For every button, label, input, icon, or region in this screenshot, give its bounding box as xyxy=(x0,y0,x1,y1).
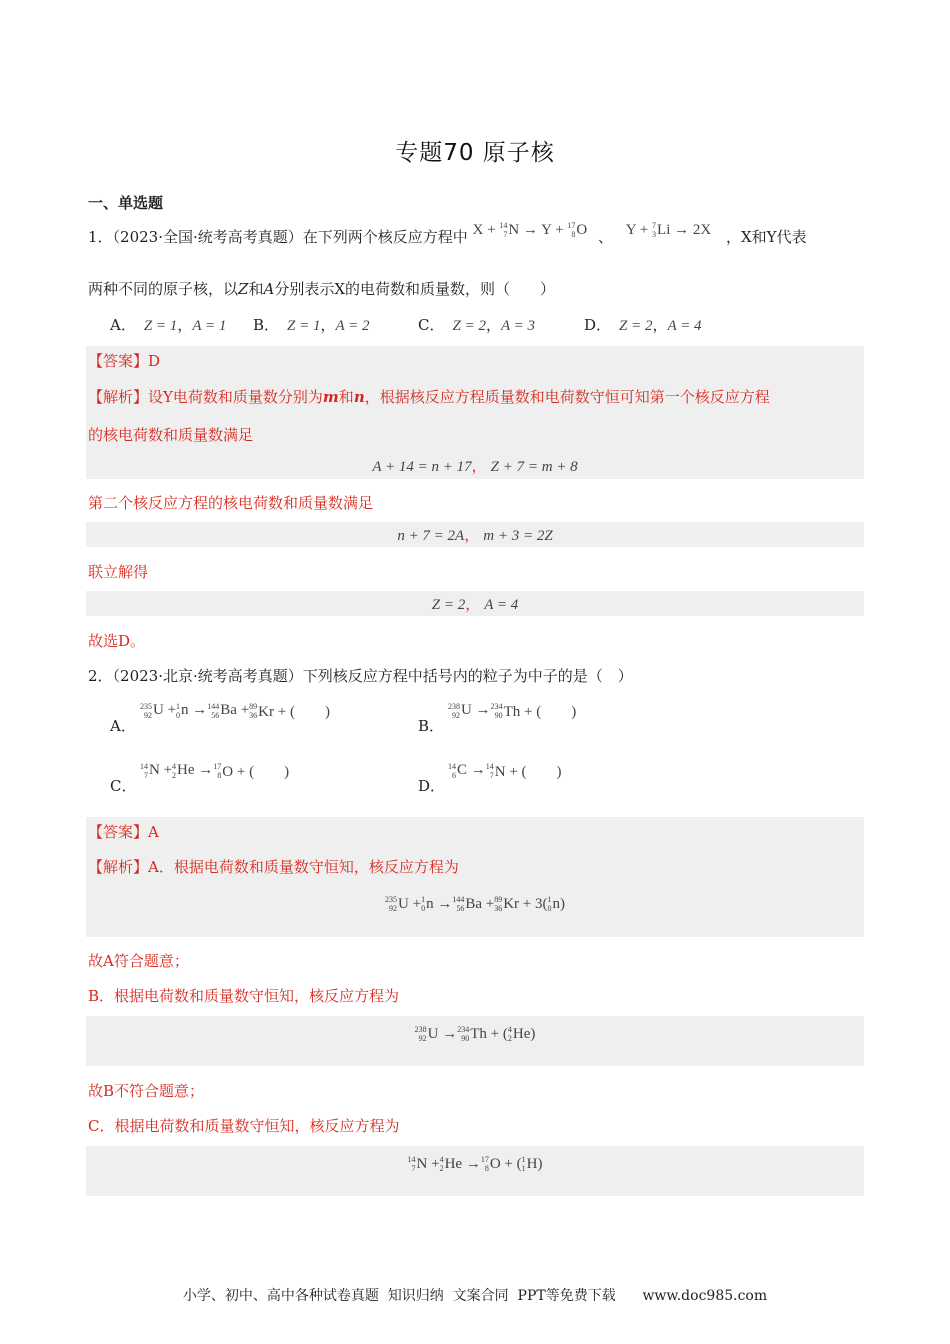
mass-number: 17 xyxy=(567,221,576,230)
text: 两种不同的原子核，以 xyxy=(88,280,239,298)
eq-text: U → xyxy=(461,702,491,718)
option-value: Z = 2 xyxy=(619,318,653,334)
mass-number: 238 xyxy=(414,1025,427,1034)
nuclide-scripts xyxy=(486,762,494,780)
q2-equation-b xyxy=(86,1018,864,1043)
nuclide-scripts xyxy=(448,702,460,720)
option-value: A = 2 xyxy=(335,318,370,334)
text: A．根据电荷数和质量数守恒知，核反应方程为 xyxy=(148,858,459,876)
eq-text: U + xyxy=(153,702,177,718)
analysis-tag: 【解析】 xyxy=(88,388,149,406)
option-label: C． xyxy=(110,777,137,795)
eq-text: Th + ( ) xyxy=(503,704,577,720)
q2-analysis-a xyxy=(88,856,459,878)
eq-text: n → xyxy=(181,702,208,718)
eq-text: n → xyxy=(426,895,453,912)
equation xyxy=(408,1155,543,1173)
eq-text: O + ( xyxy=(489,1155,522,1172)
answer-tag: 【答案】 xyxy=(88,823,149,841)
option-sep: ， xyxy=(177,316,193,334)
eq-text: N + xyxy=(149,762,173,778)
option-label: A． xyxy=(110,316,136,334)
q2-option-b[interactable] xyxy=(418,700,718,736)
var-a: A xyxy=(263,280,275,298)
mass-number: 7 xyxy=(652,221,657,230)
page-title: 专题70 原子核 xyxy=(395,140,555,166)
option-equation xyxy=(140,760,289,781)
mass-number: 14 xyxy=(448,761,456,771)
q1-formula-3 xyxy=(86,593,864,614)
nuclide-scripts xyxy=(499,221,507,239)
mass-number: 1 xyxy=(176,701,181,711)
equation xyxy=(385,895,565,913)
q1-line2 xyxy=(88,278,555,300)
nuclide-scripts xyxy=(508,1025,512,1043)
nuclide-scripts xyxy=(176,702,180,720)
mass-number: 234 xyxy=(457,1025,470,1034)
eq-text: Ba + xyxy=(220,702,250,718)
atomic-number: 2 xyxy=(439,1164,444,1173)
mass-number: 17 xyxy=(480,1155,489,1164)
option-value: Z = 2 xyxy=(452,318,486,334)
mass-number: 235 xyxy=(385,895,398,904)
mass-number: 1 xyxy=(421,895,426,904)
eq-text: Kr + 3( xyxy=(503,895,548,912)
q1-equation-2 xyxy=(626,219,711,241)
eq-text: C → xyxy=(457,762,486,778)
q1-formula-1 xyxy=(86,455,864,476)
option-sep: ， xyxy=(652,316,668,334)
atomic-number: 56 xyxy=(456,904,465,913)
q2-equation-c xyxy=(86,1148,864,1173)
formula-sep: ， xyxy=(471,457,487,475)
eq-text: He) xyxy=(512,1025,536,1042)
q1-analysis-line2: 的核电荷数和质量数满足 xyxy=(88,426,254,444)
mass-number: 14 xyxy=(485,761,494,771)
mass-number: 1 xyxy=(521,1155,526,1164)
nuclide-scripts xyxy=(385,895,397,913)
eq-text: He → xyxy=(177,762,214,778)
analysis-tag: 【解析】 xyxy=(88,858,149,876)
option-label: B． xyxy=(253,316,280,334)
atomic-number: 92 xyxy=(144,710,152,720)
mass-number: 235 xyxy=(140,701,152,711)
nuclide-scripts xyxy=(421,895,425,913)
formula: Z + 7 = m + 8 xyxy=(490,459,578,475)
option-label: D． xyxy=(584,316,612,334)
mass-number: 238 xyxy=(448,701,460,711)
formula: m + 3 = 2Z xyxy=(483,528,553,544)
section-heading: 一、单选题 xyxy=(88,194,164,212)
mass-number: 14 xyxy=(407,1155,416,1164)
atomic-number: 0 xyxy=(176,710,181,720)
eq-text: O + ( ) xyxy=(222,764,290,780)
mass-number: 144 xyxy=(452,895,465,904)
q1-option-b[interactable] xyxy=(253,314,370,335)
answer-value: D xyxy=(148,352,161,370)
q2-equation-a xyxy=(86,888,864,913)
q1-analysis-line1 xyxy=(88,386,770,408)
atomic-number: 7 xyxy=(144,770,148,780)
eq-text: X + xyxy=(472,222,496,238)
nuclide-scripts xyxy=(207,702,219,720)
q2-analysis-b: B．根据电荷数和质量数守恒知，核反应方程为 xyxy=(88,987,400,1005)
nuclide-scripts xyxy=(140,762,148,780)
atomic-number: 90 xyxy=(494,710,503,720)
text: ，根据核反应方程质量数和电荷数守恒可知第一个核反应方程 xyxy=(364,388,770,406)
mass-number: 14 xyxy=(499,221,508,230)
q1-option-d[interactable] xyxy=(584,314,702,335)
q1-option-c[interactable] xyxy=(418,314,535,335)
option-value: A = 4 xyxy=(667,318,702,334)
mass-number: 4 xyxy=(439,1155,444,1164)
formula: A + 14 = n + 17 xyxy=(372,459,472,475)
q2-answer xyxy=(88,821,159,843)
atomic-number: 0 xyxy=(421,904,426,913)
formula: Z = 2 xyxy=(431,597,466,613)
q1-conclusion: 故选D。 xyxy=(88,632,146,650)
atomic-number: 8 xyxy=(217,770,222,780)
atomic-number: 3 xyxy=(652,230,657,239)
q1-analysis-line4: 联立解得 xyxy=(88,563,149,581)
eq-text: H) xyxy=(526,1155,543,1172)
nuclide-scripts xyxy=(213,762,221,780)
nuclide-scripts xyxy=(567,221,575,239)
eq-text: Li → 2X xyxy=(657,222,712,238)
mass-number: 4 xyxy=(507,1025,512,1034)
formula-sep: ， xyxy=(465,595,481,613)
atomic-number: 36 xyxy=(494,904,503,913)
q1-equation-1 xyxy=(473,219,588,241)
option-sep: ， xyxy=(320,316,336,334)
nuclide-scripts xyxy=(457,1025,469,1043)
answer-tag: 【答案】 xyxy=(88,352,149,370)
q1-separator: 、 xyxy=(597,228,613,246)
var-n: n xyxy=(353,388,365,406)
atomic-number: 92 xyxy=(418,1034,427,1043)
atomic-number: 0 xyxy=(547,904,552,913)
nuclide-scripts xyxy=(522,1155,526,1173)
option-sep: ， xyxy=(485,316,501,334)
q2-conclusion-b: 故B不符合题意； xyxy=(88,1082,205,1100)
text: 和 xyxy=(248,280,264,298)
var-z: Z xyxy=(238,280,249,298)
formula-sep: ， xyxy=(464,526,480,544)
mass-number: 14 xyxy=(140,761,148,771)
q2-option-d[interactable] xyxy=(418,760,718,796)
equation xyxy=(415,1025,536,1043)
nuclide-scripts xyxy=(172,762,176,780)
mass-number: 1 xyxy=(547,895,552,904)
nuclide-scripts xyxy=(452,895,464,913)
eq-text: n) xyxy=(552,895,565,912)
option-label: B． xyxy=(418,717,445,735)
nuclide-scripts xyxy=(448,762,456,780)
atomic-number: 7 xyxy=(489,770,494,780)
nuclide-scripts xyxy=(140,702,152,720)
text: 分别表示X的电荷数和质量数，则（ ） xyxy=(274,280,555,298)
eq-text: N + ( ) xyxy=(494,764,562,780)
option-label: C． xyxy=(418,316,445,334)
option-value: Z = 1 xyxy=(287,318,321,334)
nuclide-scripts xyxy=(652,221,656,239)
nuclide-scripts xyxy=(415,1025,427,1043)
atomic-number: 92 xyxy=(389,904,398,913)
q2-option-a[interactable] xyxy=(110,700,410,736)
eq-text: Ba + xyxy=(465,895,495,912)
q1-line1 xyxy=(88,221,878,249)
option-equation xyxy=(448,700,576,721)
eq-text: He → xyxy=(444,1155,481,1172)
q1-source: （2023·全国·统考高考真题）在下列两个核反应方程中 xyxy=(112,228,468,246)
atomic-number: 2 xyxy=(507,1034,512,1043)
eq-text: O xyxy=(576,222,588,238)
q1-answer xyxy=(88,350,160,372)
eq-text: N + xyxy=(416,1155,440,1172)
atomic-number: 56 xyxy=(211,710,220,720)
q1-formula-2 xyxy=(86,524,864,545)
q1-number: 1． xyxy=(88,228,113,246)
atomic-number: 8 xyxy=(484,1164,489,1173)
mass-number: 144 xyxy=(207,701,220,711)
q1-tail: ，X和Y代表 xyxy=(725,228,807,246)
text: 和 xyxy=(338,388,354,406)
text: 设Y电荷数和质量数分别为 xyxy=(148,388,323,406)
atomic-number: 90 xyxy=(461,1034,470,1043)
nuclide-scripts xyxy=(408,1155,416,1173)
nuclide-scripts xyxy=(481,1155,489,1173)
formula: n + 7 = 2A xyxy=(397,528,465,544)
option-value: A = 3 xyxy=(500,318,535,334)
nuclide-scripts xyxy=(440,1155,444,1173)
option-label: A． xyxy=(110,717,136,735)
atomic-number: 36 xyxy=(249,710,258,720)
q1-option-a[interactable] xyxy=(110,314,226,335)
q2-line1 xyxy=(88,665,633,687)
page-footer: 小学、初中、高中各种试卷真题 知识归纳 文案合同 PPT等免费下载 www.doc985.com xyxy=(182,1288,768,1304)
atomic-number: 7 xyxy=(411,1164,416,1173)
eq-text: N → Y + xyxy=(508,222,564,238)
q1-analysis-line3: 第二个核反应方程的核电荷数和质量数满足 xyxy=(88,494,374,512)
q2-analysis-c: C．根据电荷数和质量数守恒知，核反应方程为 xyxy=(88,1117,400,1135)
q2-number: 2． xyxy=(88,667,113,685)
option-label: D． xyxy=(418,777,446,795)
atomic-number: 2 xyxy=(172,770,177,780)
q2-option-c[interactable] xyxy=(110,760,410,796)
nuclide-scripts xyxy=(547,895,551,913)
option-equation xyxy=(448,760,562,781)
q2-source: （2023·北京·统考高考真题）下列核反应方程中括号内的粒子为中子的是（ ） xyxy=(112,667,633,685)
nuclide-scripts xyxy=(491,702,503,720)
mass-number: 234 xyxy=(490,701,503,711)
var-m: m xyxy=(322,388,339,406)
mass-number: 89 xyxy=(249,701,258,711)
eq-text: U → xyxy=(427,1025,458,1042)
eq-text: U + xyxy=(398,895,422,912)
q2-conclusion-a: 故A符合题意； xyxy=(88,952,189,970)
eq-text: Th + ( xyxy=(470,1025,508,1042)
eq-text: Kr + ( ) xyxy=(258,704,330,720)
option-equation xyxy=(140,700,330,721)
eq-text: Y + xyxy=(625,222,649,238)
option-value: Z = 1 xyxy=(143,318,178,334)
mass-number: 17 xyxy=(213,761,222,771)
nuclide-scripts xyxy=(494,895,502,913)
mass-number: 89 xyxy=(494,895,503,904)
atomic-number: 8 xyxy=(571,230,576,239)
atomic-number: 92 xyxy=(452,710,460,720)
atomic-number: 1 xyxy=(521,1164,526,1173)
answer-value: A xyxy=(148,823,159,841)
nuclide-scripts xyxy=(249,702,257,720)
atomic-number: 7 xyxy=(503,230,508,239)
formula: A = 4 xyxy=(484,597,519,613)
option-value: A = 1 xyxy=(192,318,227,334)
atomic-number: 6 xyxy=(452,770,456,780)
mass-number: 4 xyxy=(172,761,177,771)
